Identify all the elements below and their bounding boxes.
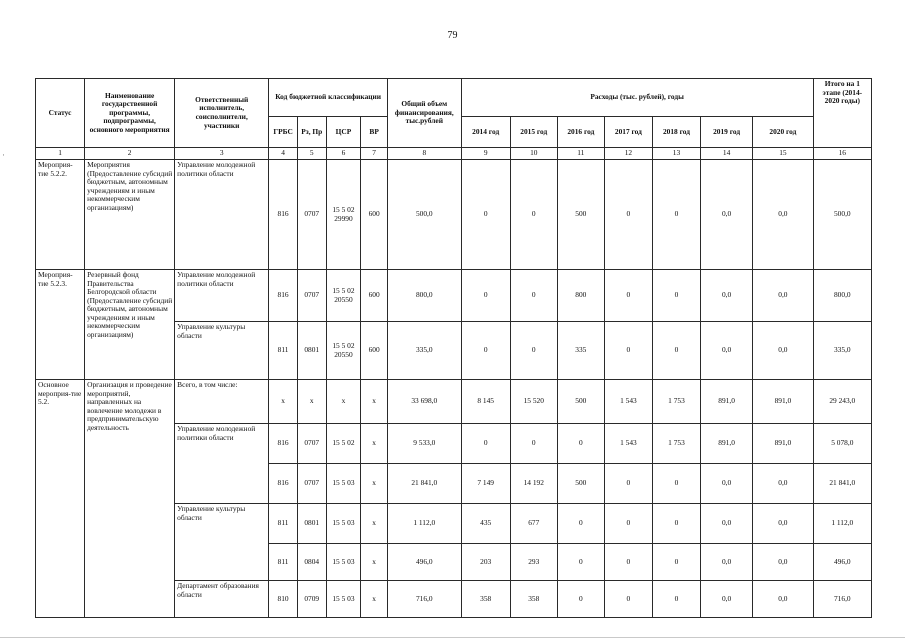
column-number: 4	[269, 148, 298, 160]
year-2020-cell: 0,0	[753, 322, 813, 380]
grbs-cell: 816	[269, 424, 298, 464]
stage-total-cell: 1 112,0	[813, 504, 871, 544]
scan-edge-mark: ·	[2, 150, 5, 160]
year-2016-cell: 0	[557, 424, 604, 464]
executor-cell: Управление культуры области	[175, 504, 269, 581]
stage-total-cell: 800,0	[813, 270, 871, 322]
year-2015-cell: 0	[510, 160, 557, 270]
year-2020-cell: 0,0	[753, 160, 813, 270]
header-year-2019: 2019 год	[701, 117, 753, 148]
total-cell: 335,0	[387, 322, 461, 380]
stage-total-cell: 500,0	[813, 160, 871, 270]
year-2015-cell: 0	[510, 424, 557, 464]
year-2015-cell: 0	[510, 322, 557, 380]
column-number: 10	[510, 148, 557, 160]
year-2020-cell: 0,0	[753, 504, 813, 544]
grbs-cell: 810	[269, 581, 298, 618]
year-2017-cell: 0	[604, 160, 652, 270]
column-number: 12	[604, 148, 652, 160]
csr-cell: 15 5 03	[326, 504, 361, 544]
column-number: 11	[557, 148, 604, 160]
year-2019-cell: 891,0	[701, 380, 753, 424]
grbs-cell: 816	[269, 160, 298, 270]
year-2015-cell: 0	[510, 270, 557, 322]
header-year-2020: 2020 год	[753, 117, 813, 148]
vr-cell: х	[361, 581, 388, 618]
year-2020-cell: 0,0	[753, 581, 813, 618]
year-2014-cell: 0	[461, 424, 510, 464]
stage-total-cell: 496,0	[813, 544, 871, 581]
year-2015-cell: 14 192	[510, 464, 557, 504]
year-2016-cell: 0	[557, 581, 604, 618]
header-status: Статус	[36, 79, 85, 148]
column-number: 9	[461, 148, 510, 160]
year-2016-cell: 335	[557, 322, 604, 380]
header-vr: ВР	[361, 117, 388, 148]
header-rzpr: Рз, Пр	[297, 117, 326, 148]
stage-total-cell: 29 243,0	[813, 380, 871, 424]
rzpr-cell: 0707	[297, 464, 326, 504]
year-2016-cell: 0	[557, 544, 604, 581]
header-year-2018: 2018 год	[652, 117, 700, 148]
year-2015-cell: 293	[510, 544, 557, 581]
rzpr-cell: 0707	[297, 270, 326, 322]
status-cell: Мероприя-тие 5.2.3.	[36, 270, 85, 380]
rzpr-cell: 0804	[297, 544, 326, 581]
total-cell: 800,0	[387, 270, 461, 322]
column-number: 8	[387, 148, 461, 160]
year-2017-cell: 0	[604, 544, 652, 581]
year-2019-cell: 0,0	[701, 160, 753, 270]
total-cell: 33 698,0	[387, 380, 461, 424]
year-2018-cell: 0	[652, 581, 700, 618]
column-number: 13	[652, 148, 700, 160]
csr-cell: х	[326, 380, 361, 424]
table-row	[36, 270, 872, 322]
name-cell: Организация и проведение мероприятий, направленных на вовлечение молодежи в предпринимательскую деятельность	[85, 380, 175, 618]
column-number: 3	[175, 148, 269, 160]
csr-cell: 15 5 03	[326, 581, 361, 618]
stage-total-cell: 335,0	[813, 322, 871, 380]
name-cell: Резервный фонд Правительства Белгородской области (Предоставление субсидий бюджетным, автономным учреждениям и иным некоммерческим организациям)	[85, 270, 175, 380]
year-2019-cell: 0,0	[701, 544, 753, 581]
csr-cell: 15 5 03	[326, 544, 361, 581]
csr-cell: 15 5 02	[326, 424, 361, 464]
year-2018-cell: 0	[652, 160, 700, 270]
year-2014-cell: 7 149	[461, 464, 510, 504]
grbs-cell: 811	[269, 322, 298, 380]
year-2016-cell: 500	[557, 380, 604, 424]
year-2019-cell: 0,0	[701, 322, 753, 380]
year-2014-cell: 203	[461, 544, 510, 581]
executor-cell: Управление культуры области	[175, 322, 269, 380]
year-2018-cell: 0	[652, 544, 700, 581]
year-2014-cell: 0	[461, 270, 510, 322]
year-2020-cell: 0,0	[753, 270, 813, 322]
year-2016-cell: 500	[557, 464, 604, 504]
grbs-cell: 811	[269, 544, 298, 581]
column-number-row	[36, 148, 872, 160]
executor-cell: Департамент образования области	[175, 581, 269, 618]
csr-cell: 15 5 02 20550	[326, 322, 361, 380]
rzpr-cell: 0707	[297, 424, 326, 464]
header-year-2015: 2015 год	[510, 117, 557, 148]
year-2015-cell: 15 520	[510, 380, 557, 424]
header-csr: ЦСР	[326, 117, 361, 148]
total-cell: 500,0	[387, 160, 461, 270]
year-2014-cell: 8 145	[461, 380, 510, 424]
column-number: 2	[85, 148, 175, 160]
year-2017-cell: 0	[604, 504, 652, 544]
executor-cell: Управление молодежной политики области	[175, 270, 269, 322]
total-cell: 496,0	[387, 544, 461, 581]
table-row	[36, 160, 872, 270]
year-2015-cell: 358	[510, 581, 557, 618]
vr-cell: х	[361, 504, 388, 544]
name-cell: Мероприятия (Предоставление субсидий бюджетным, автономным учреждениям и иным некоммерческим организациям)	[85, 160, 175, 270]
header-executor: Ответственный исполнитель, соисполнители, участники	[175, 79, 269, 148]
rzpr-cell: 0707	[297, 160, 326, 270]
year-2019-cell: 0,0	[701, 504, 753, 544]
column-number: 15	[753, 148, 813, 160]
grbs-cell: х	[269, 380, 298, 424]
csr-cell: 15 5 03	[326, 464, 361, 504]
year-2019-cell: 0,0	[701, 464, 753, 504]
year-2017-cell: 0	[604, 581, 652, 618]
column-number: 16	[813, 148, 871, 160]
csr-cell: 15 5 02 29990	[326, 160, 361, 270]
rzpr-cell: 0801	[297, 322, 326, 380]
rzpr-cell: х	[297, 380, 326, 424]
year-2016-cell: 500	[557, 160, 604, 270]
total-cell: 9 533,0	[387, 424, 461, 464]
year-2017-cell: 0	[604, 464, 652, 504]
header-expenses: Расходы (тыс. рублей), годы	[461, 79, 813, 117]
header-budget-code: Код бюджетной классификации	[269, 79, 388, 117]
page-number: 79	[447, 30, 458, 41]
grbs-cell: 811	[269, 504, 298, 544]
stage-total-cell: 5 078,0	[813, 424, 871, 464]
csr-cell: 15 5 02 20550	[326, 270, 361, 322]
column-number: 5	[297, 148, 326, 160]
page-bottom-rule	[0, 637, 905, 638]
total-cell: 21 841,0	[387, 464, 461, 504]
year-2015-cell: 677	[510, 504, 557, 544]
year-2014-cell: 358	[461, 581, 510, 618]
year-2019-cell: 891,0	[701, 424, 753, 464]
column-number: 7	[361, 148, 388, 160]
total-cell: 1 112,0	[387, 504, 461, 544]
stage-total-cell: 21 841,0	[813, 464, 871, 504]
header-name: Наименование государственной программы, подпрограммы, основного мероприятия	[85, 79, 175, 148]
year-2017-cell: 0	[604, 322, 652, 380]
year-2019-cell: 0,0	[701, 270, 753, 322]
year-2017-cell: 1 543	[604, 380, 652, 424]
year-2020-cell: 891,0	[753, 424, 813, 464]
vr-cell: х	[361, 380, 388, 424]
year-2018-cell: 0	[652, 504, 700, 544]
vr-cell: 600	[361, 270, 388, 322]
year-2014-cell: 0	[461, 160, 510, 270]
grbs-cell: 816	[269, 270, 298, 322]
status-cell: Мероприя-тие 5.2.2.	[36, 160, 85, 270]
header-year-2017: 2017 год	[604, 117, 652, 148]
year-2020-cell: 0,0	[753, 464, 813, 504]
column-number: 6	[326, 148, 361, 160]
executor-cell: Всего, в том числе:	[175, 380, 269, 424]
year-2018-cell: 1 753	[652, 380, 700, 424]
header-year-2016: 2016 год	[557, 117, 604, 148]
year-2020-cell: 0,0	[753, 544, 813, 581]
total-cell: 716,0	[387, 581, 461, 618]
year-2017-cell: 1 543	[604, 424, 652, 464]
year-2014-cell: 435	[461, 504, 510, 544]
header-stage-total: Итого на 1 этапе (2014-2020 годы)	[813, 79, 871, 148]
vr-cell: х	[361, 544, 388, 581]
rzpr-cell: 0801	[297, 504, 326, 544]
year-2018-cell: 1 753	[652, 424, 700, 464]
header-grbs: ГРБС	[269, 117, 298, 148]
year-2017-cell: 0	[604, 270, 652, 322]
year-2018-cell: 0	[652, 464, 700, 504]
executor-cell: Управление молодежной политики области	[175, 424, 269, 504]
rzpr-cell: 0709	[297, 581, 326, 618]
year-2018-cell: 0	[652, 270, 700, 322]
vr-cell: х	[361, 464, 388, 504]
vr-cell: 600	[361, 160, 388, 270]
year-2014-cell: 0	[461, 322, 510, 380]
header-year-2014: 2014 год	[461, 117, 510, 148]
year-2018-cell: 0	[652, 322, 700, 380]
status-cell: Основное мероприя-тие 5.2.	[36, 380, 85, 618]
executor-cell: Управление молодежной политики области	[175, 160, 269, 270]
stage-total-cell: 716,0	[813, 581, 871, 618]
year-2019-cell: 0,0	[701, 581, 753, 618]
year-2020-cell: 891,0	[753, 380, 813, 424]
year-2016-cell: 0	[557, 504, 604, 544]
column-number: 1	[36, 148, 85, 160]
table-row	[36, 380, 872, 424]
vr-cell: 600	[361, 322, 388, 380]
budget-table	[35, 78, 872, 618]
year-2016-cell: 800	[557, 270, 604, 322]
grbs-cell: 816	[269, 464, 298, 504]
header-total: Общий объем финансирования, тыс.рублей	[387, 79, 461, 148]
column-number: 14	[701, 148, 753, 160]
vr-cell: х	[361, 424, 388, 464]
